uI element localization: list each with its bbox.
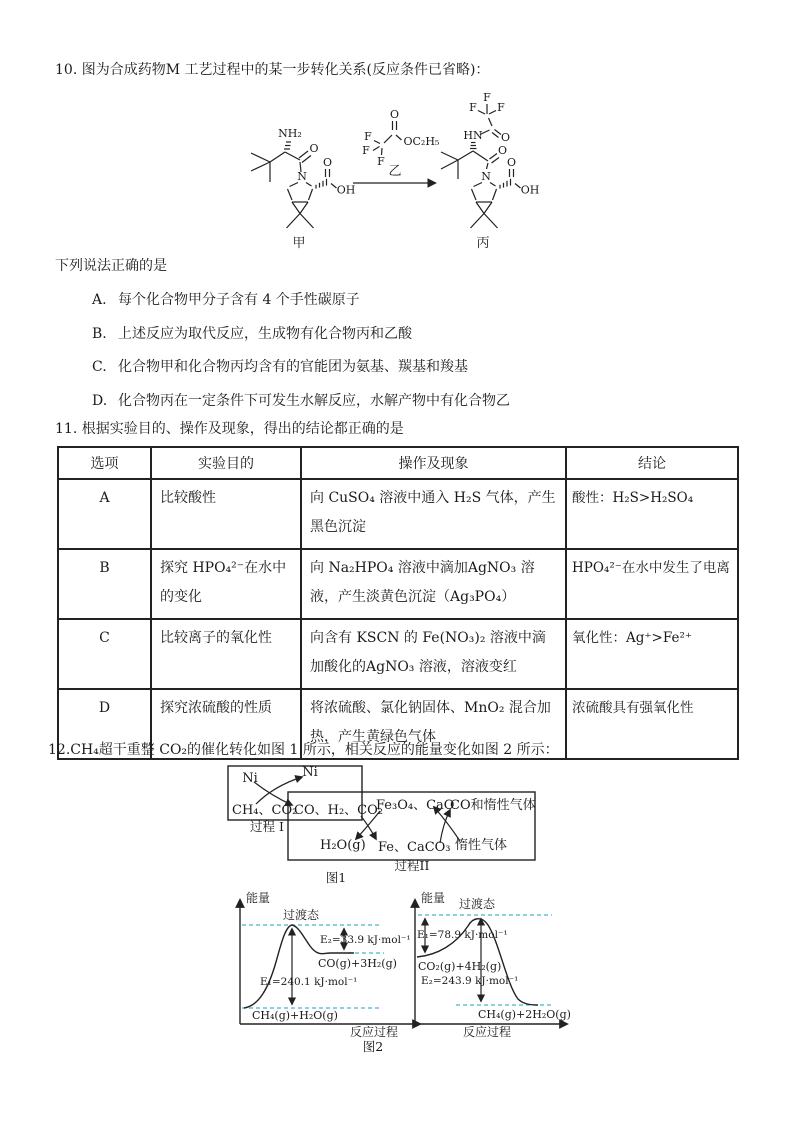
table-row (58, 549, 738, 619)
x-axis-label: 反应过程 (350, 1025, 399, 1039)
cell-purpose: 探究浓硫酸的性质 (151, 689, 301, 759)
q12-stem: 12.CH₄超干重整 CO₂的催化转化如图 1 所示，相关反应的能量变化如图 2 所示： (48, 742, 559, 758)
cell-operation: 向含有 KSCN 的 Fe(NO₃)₂ 溶液中滴加酸化的AgNO₃ 溶液，溶液变红 (301, 619, 566, 689)
e1-value: E₁=78.9 kJ·mol⁻¹ (417, 929, 508, 941)
process1-label: 过程 I (250, 819, 284, 834)
table-header-row (58, 447, 738, 479)
reactant-label: CH₄(g)+H₂O(g) (252, 1009, 338, 1022)
fluorine-label: F (364, 130, 372, 143)
cell-option: C (58, 619, 151, 689)
inert-gas: 惰性气体 (455, 838, 508, 853)
cell-conclusion: 酸性：H₂S>H₂SO₄ (566, 479, 738, 549)
table-row (58, 619, 738, 689)
q10-option-d (92, 390, 510, 410)
option-text: 化合物丙在一定条件下可发生水解反应，水解产物中有化合物乙 (118, 393, 510, 409)
figure2-energy-diagrams (216, 886, 576, 1056)
experiment-table (57, 446, 739, 760)
cell-conclusion: 浓硫酸具有强氧化性 (566, 689, 738, 759)
carbonyl-o-label: O (309, 142, 319, 155)
option-letter: C. (92, 359, 107, 375)
cell-operation: 将浓硫酸、氯化钠固体、MnO₂ 混合加热，产生黄绿色气体 (301, 689, 566, 759)
product-label: CH₄(g)+2H₂O(g) (478, 1008, 571, 1021)
transition-state-label: 过渡态 (458, 897, 496, 911)
ethoxy-label: OC₂H₅ (403, 135, 440, 148)
catalyst-ni-right: Ni (302, 765, 318, 780)
q10-prompt: 下列说法正确的是 (55, 258, 167, 274)
compound-jia-caption: 甲 (292, 236, 306, 251)
reactant-label: CO₂(g)+4H₂(g) (418, 960, 502, 973)
cell-operation: 向 Na₂HPO₄ 溶液中滴加AgNO₃ 溶液，产生淡黄色沉淀（Ag₃PO₄） (301, 549, 566, 619)
energy-diagram-left (240, 890, 420, 1039)
ring-n-label: N (481, 170, 491, 183)
transition-state-label: 过渡态 (282, 908, 320, 922)
product-label: CO(g)+3H₂(g) (318, 957, 397, 970)
cell-option: D (58, 689, 151, 759)
acid-o-label: O (506, 156, 517, 169)
compound-bing-caption: 丙 (476, 236, 490, 251)
fluorine-label: F (469, 101, 477, 114)
q10-option-a (92, 289, 360, 309)
cell-purpose: 比较离子的氧化性 (151, 619, 301, 689)
option-text: 化合物甲和化合物丙均含有的官能团为氨基、羰基和羧基 (118, 359, 468, 375)
amine-label: NH₂ (278, 127, 302, 140)
reduced-solids: Fe、CaCO₃ (378, 840, 451, 855)
figure2-caption: 图2 (362, 1039, 384, 1054)
option-letter: D. (92, 393, 108, 409)
cell-operation: 向 CuSO₄ 溶液中通入 H₂S 气体，产生黑色沉淀 (301, 479, 566, 549)
option-text: 上述反应为取代反应，生成物有化合物丙和乙酸 (118, 326, 412, 342)
header-conclusion: 结论 (566, 447, 738, 479)
q10-option-c (92, 356, 468, 376)
oxide-solids: Fe₃O₄、CaO (376, 798, 455, 813)
table-row (58, 479, 738, 549)
cell-conclusion: 氧化性：Ag⁺>Fe²⁺ (566, 619, 738, 689)
option-letter: B. (92, 326, 107, 342)
figure1-caption: 图1 (325, 870, 347, 885)
feed-gases: CH₄、CO₂ (232, 803, 298, 818)
q10-option-b (92, 323, 412, 343)
e1-value: E₁=240.1 kJ·mol⁻¹ (260, 976, 358, 988)
reagent-yi-caption: 乙 (388, 164, 402, 179)
cell-option: A (58, 479, 151, 549)
fluorine-label: F (483, 91, 491, 104)
cell-purpose: 比较酸性 (151, 479, 301, 549)
e2-value: E₂=243.9 kJ·mol⁻¹ (421, 975, 519, 987)
amide-hn-label: HN (463, 129, 483, 142)
fluorine-label: F (377, 155, 385, 168)
reagent-yi-structure (362, 108, 439, 179)
option-letter: A. (92, 292, 107, 308)
compound-bing-structure (441, 91, 539, 251)
reaction-scheme-figure (235, 85, 565, 257)
x-axis-label: 反应过程 (463, 1025, 512, 1039)
ring-n-label: N (297, 170, 307, 183)
option-text: 每个化合物甲分子含有 4 个手性碳原子 (118, 292, 360, 308)
catalyst-ni-left: Ni (242, 771, 258, 786)
header-option: 选项 (58, 447, 151, 479)
acid-oh-label: OH (336, 183, 356, 197)
amide-o-label: O (500, 131, 511, 144)
fluorine-label: F (362, 144, 370, 157)
energy-diagram-right (415, 890, 571, 1039)
compound-jia-structure (251, 127, 355, 251)
bonds (251, 142, 337, 228)
q10-stem: 10. 图为合成药物M 工艺过程中的某一步转化关系(反应条件已省略)： (55, 62, 490, 78)
cell-purpose: 探究 HPO₄²⁻在水中的变化 (151, 549, 301, 619)
ester-o-label: O (389, 108, 400, 121)
fluorine-label: F (497, 101, 505, 114)
bonds (373, 121, 402, 155)
q11-stem: 11. 根据实验目的、操作及现象，得出的结论都正确的是 (55, 421, 404, 437)
figure1-process-diagram (210, 760, 555, 886)
header-operation: 操作及现象 (301, 447, 566, 479)
y-axis-label: 能量 (246, 891, 271, 905)
e2-value: E₂=33.9 kJ·mol⁻¹ (320, 934, 411, 946)
output-gases: CO和惰性气体 (450, 798, 536, 813)
process2-label: 过程II (394, 858, 430, 873)
cell-conclusion: HPO₄²⁻在水中发生了电离 (566, 549, 738, 619)
y-axis-label: 能量 (421, 891, 446, 905)
carbonyl-o-label: O (497, 144, 508, 157)
water-product: H₂O(g) (320, 838, 366, 853)
intermediate-gases: CO、H₂、CO₂ (294, 803, 383, 818)
header-purpose: 实验目的 (151, 447, 301, 479)
cell-option: B (58, 549, 151, 619)
acid-oh-label: OH (520, 183, 540, 197)
acid-o-label: O (322, 156, 333, 169)
